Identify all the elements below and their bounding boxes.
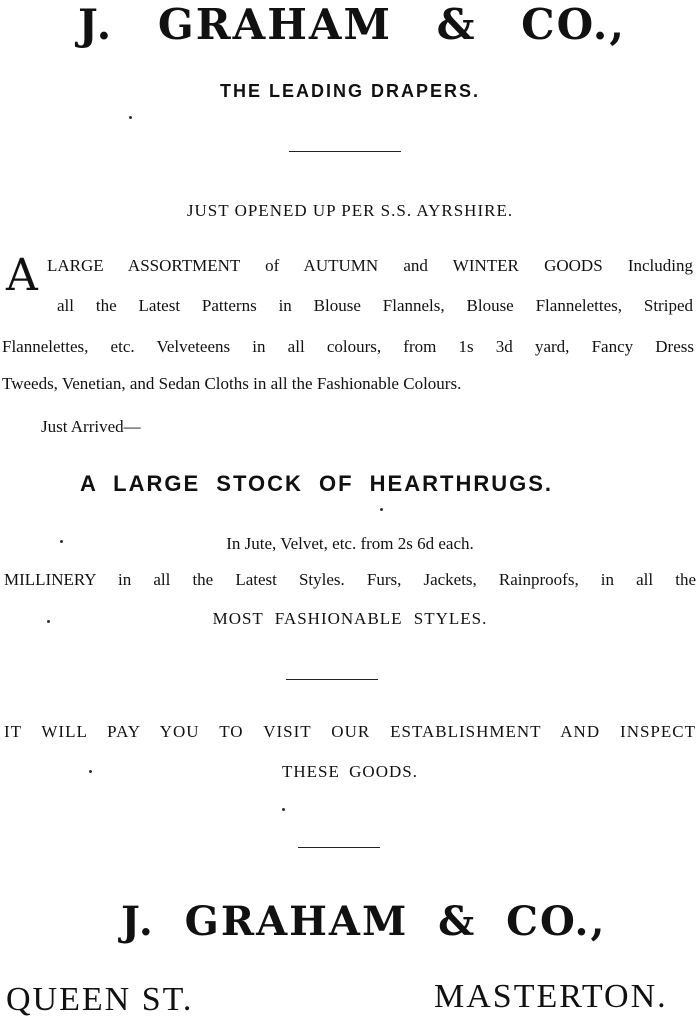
print-speck [47, 620, 50, 623]
arrival-line: all the Latest Patterns in Blouse Flannels, Blouse Flannelettes, Striped [57, 296, 693, 315]
firm-name-heading: J. GRAHAM & CO., [78, 0, 626, 49]
visit-line: IT WILL PAY YOU TO VISIT OUR ESTABLISHMENT AND INSPECT [4, 722, 696, 741]
divider-rule [289, 151, 401, 152]
street-address: QUEEN ST. [6, 981, 194, 1018]
divider-rule [298, 847, 380, 848]
print-speck [129, 116, 132, 119]
tagline: THE LEADING DRAPERS. [219, 81, 481, 101]
arrival-heading: JUST OPENED UP PER S.S. AYRSHIRE. [186, 201, 514, 220]
drop-cap: A [6, 250, 38, 301]
arrival-line: Tweeds, Venetian, and Sedan Cloths in all the Fashionable Colours. [2, 374, 462, 393]
visit-line: THESE GOODS. [282, 762, 418, 781]
millinery-line: MOST FASHIONABLE STYLES. [212, 609, 488, 628]
print-speck [282, 808, 285, 811]
print-speck [60, 540, 63, 543]
town-name: MASTERTON. [434, 978, 668, 1015]
print-speck [89, 770, 92, 773]
divider-rule [286, 679, 378, 680]
arrival-line: LARGE ASSORTMENT of AUTUMN and WINTER GOODS Including [47, 256, 693, 275]
print-speck [380, 508, 383, 511]
firm-name-footer: J. GRAHAM & CO., [121, 898, 607, 945]
millinery-line: MILLINERY in all the Latest Styles. Furs, Jackets, Rainproofs, in all the [4, 570, 696, 589]
hearthrugs-detail: In Jute, Velvet, etc. from 2s 6d each. [226, 534, 474, 553]
hearthrugs-heading: A LARGE STOCK OF HEARTHRUGS. [80, 471, 554, 496]
just-arrived-label: Just Arrived— [41, 417, 141, 436]
arrival-line: Flannelettes, etc. Velveteens in all colours, from 1s 3d yard, Fancy Dress [2, 337, 694, 356]
